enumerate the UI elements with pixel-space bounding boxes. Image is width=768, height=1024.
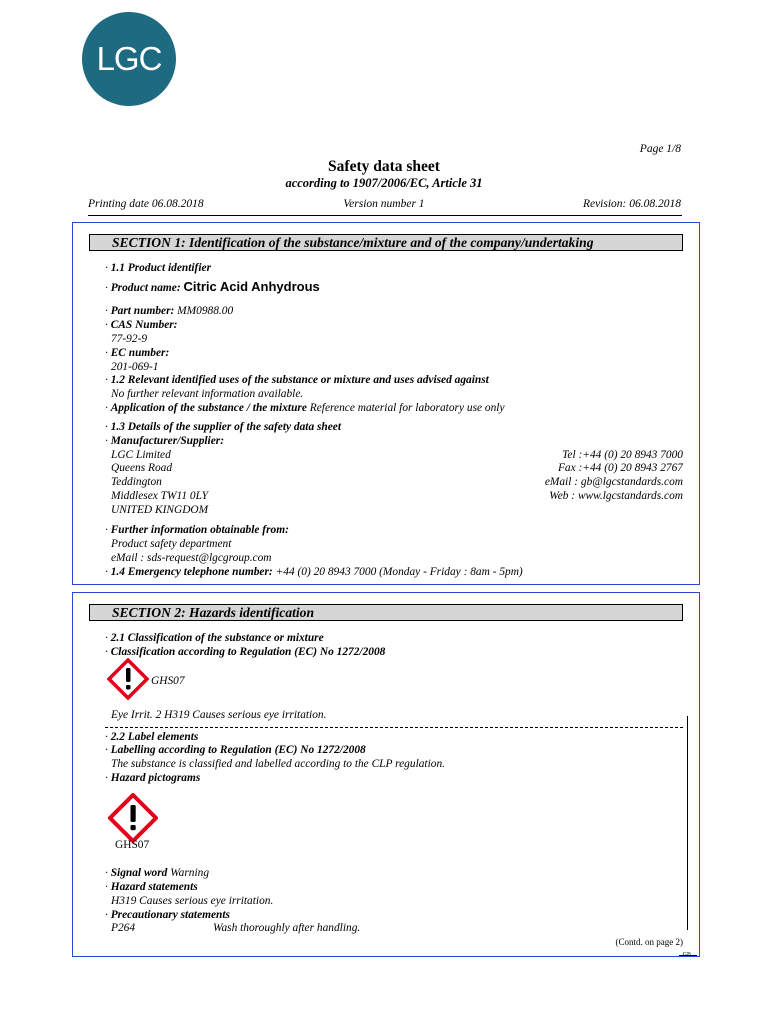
section-2-heading: SECTION 2: Hazards identification	[89, 604, 683, 621]
section-1-heading: SECTION 1: Identification of the substance/mixture and of the company/undertaking	[89, 234, 683, 251]
document-title: Safety data sheet	[328, 158, 440, 175]
emergency-row: · 1.4 Emergency telephone number: +44 (0) 20 8943 7000 (Monday - Friday : 8am - 5pm)	[105, 566, 523, 578]
version-number: Version number 1	[343, 198, 425, 210]
eye-irritation-classification: Eye Irrit. 2 H319 Causes serious eye irritation.	[111, 709, 327, 721]
address-line: Queens Road	[111, 462, 173, 474]
cas-value: 77-92-9	[111, 333, 148, 345]
revision-bar	[687, 716, 688, 930]
further-info-line: eMail : sds-request@lgcgroup.com	[111, 552, 272, 564]
language-code: GB	[682, 952, 691, 958]
hazard-statements-label: · Hazard statements	[105, 881, 198, 893]
hazard-statement: H319 Causes serious eye irritation.	[111, 895, 274, 907]
address-line: Middlesex TW11 0LY	[111, 490, 209, 502]
pictograms-label: · Hazard pictograms	[105, 772, 201, 784]
contact-web: Web : www.lgcstandards.com	[549, 490, 683, 502]
classification-heading: · 2.1 Classification of the substance or mixture	[105, 632, 324, 644]
exclamation-pictogram-icon	[107, 658, 149, 700]
manufacturer-label: · Manufacturer/Supplier:	[105, 435, 224, 447]
contact-fax: Fax :+44 (0) 20 8943 2767	[557, 462, 683, 474]
application-row: · Application of the substance / the mixture Reference material for laboratory use only	[105, 402, 505, 414]
part-number-row: · Part number: MM0988.00	[105, 305, 234, 317]
lgc-logo: LGC	[82, 12, 176, 106]
uses-text: No further relevant information available.	[111, 388, 304, 400]
further-info-line: Product safety department	[111, 538, 232, 550]
address-line: UNITED KINGDOM	[111, 504, 209, 516]
footer-rule	[679, 955, 697, 956]
precautionary-label: · Precautionary statements	[105, 909, 230, 921]
address-line: LGC Limited	[111, 449, 171, 461]
further-info-label: · Further information obtainable from:	[105, 524, 289, 536]
page-number: Page 1/8	[639, 143, 681, 155]
continued-note: (Contd. on page 2)	[615, 937, 683, 947]
contact-tel: Tel :+44 (0) 20 8943 7000	[562, 449, 683, 461]
pictogram-code: GHS07	[115, 839, 150, 851]
document-subtitle: according to 1907/2006/EC, Article 31	[285, 176, 483, 190]
section-1	[72, 222, 700, 585]
uses-heading: · 1.2 Relevant identified uses of the substance or mixture and uses advised against	[105, 374, 489, 386]
labelling-text: The substance is classified and labelled according to the CLP regulation.	[111, 758, 445, 770]
classification-regulation: · Classification according to Regulation (EC) No 1272/2008	[105, 646, 386, 658]
precaution-code: P264	[111, 922, 136, 934]
product-name-row: · Product name: Citric Acid Anhydrous	[105, 279, 320, 294]
ec-value: 201-069-1	[111, 361, 159, 373]
product-identifier: · 1.1 Product identifier	[105, 262, 211, 274]
revision-date: Revision: 06.08.2018	[582, 198, 681, 210]
product-name: Citric Acid Anhydrous	[183, 279, 320, 294]
printing-date: Printing date 06.08.2018	[88, 198, 204, 210]
dashed-divider	[105, 727, 683, 728]
labelling-regulation: · Labelling according to Regulation (EC) No 1272/2008	[105, 744, 366, 756]
label-elements-heading: · 2.2 Label elements	[105, 731, 199, 743]
cas-label: · CAS Number:	[105, 319, 178, 331]
header-divider	[88, 215, 682, 216]
supplier-heading: · 1.3 Details of the supplier of the safety data sheet	[105, 421, 342, 433]
ec-label: · EC number:	[105, 347, 170, 359]
exclamation-pictogram-icon	[108, 793, 158, 843]
signal-word-row: · Signal word Warning	[105, 867, 210, 879]
ghs-code: GHS07	[151, 675, 185, 687]
precaution-text: Wash thoroughly after handling.	[213, 922, 361, 934]
section-2	[72, 592, 700, 957]
contact-email: eMail : gb@lgcstandards.com	[544, 476, 683, 488]
address-line: Teddington	[111, 476, 162, 488]
